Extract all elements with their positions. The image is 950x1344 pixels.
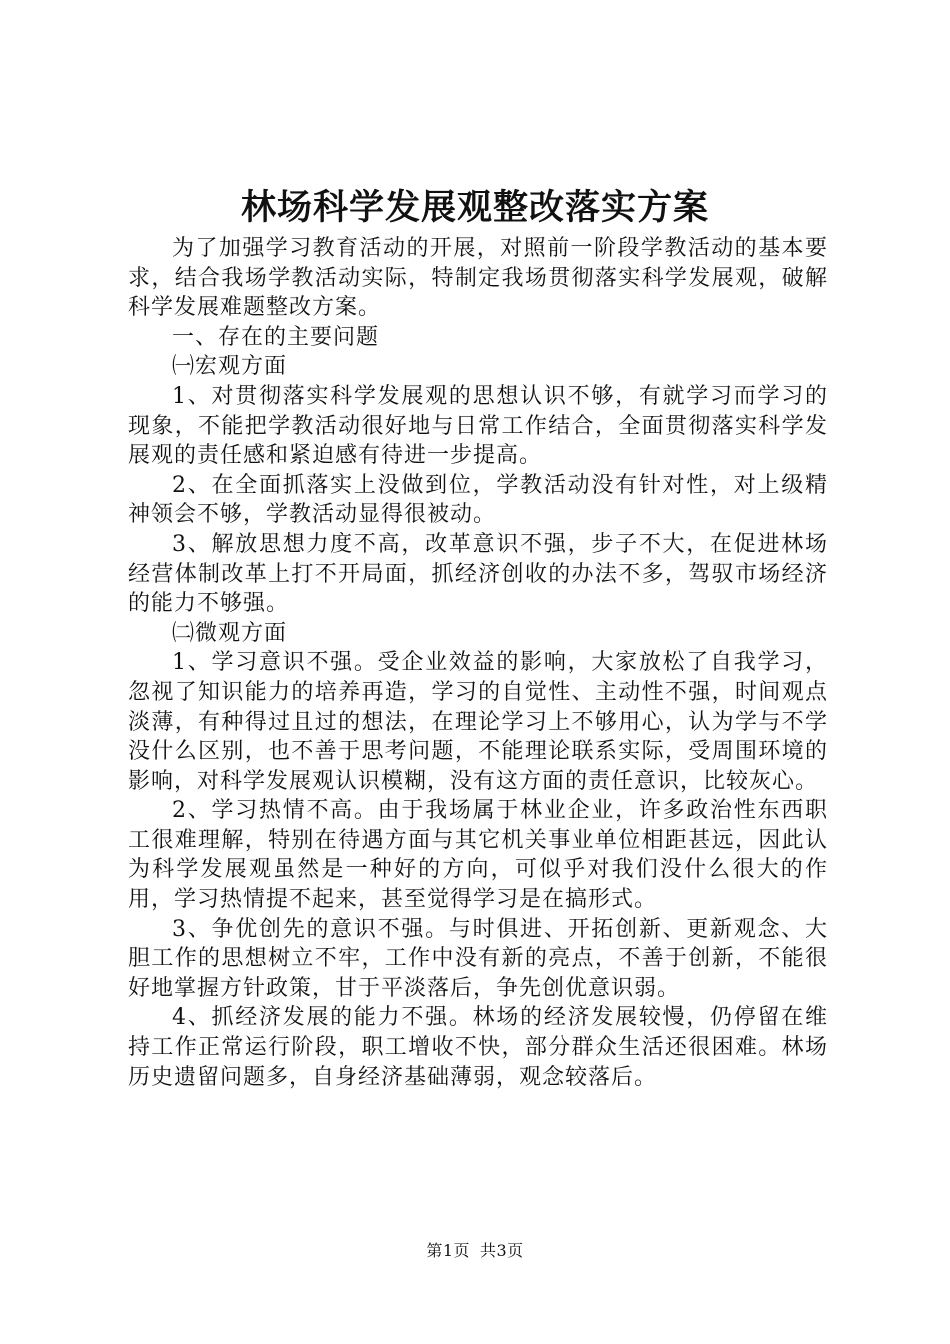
subsection-heading-micro: ㈡微观方面 (172, 620, 288, 646)
macro-item-3: 3、解放思想力度不高，改革意识不强，步子不大，在促进林场经营体制改革上打不开局面，抓经济创收的办法不多，驾驭市场经济的能力不够强。 (128, 531, 828, 617)
intro-paragraph: 为了加强学习教育活动的开展，对照前一阶段学教活动的基本要求，结合我场学教活动实际，特制定我场贯彻落实科学发展观，破解科学发展难题整改方案。 (128, 236, 828, 321)
micro-item-2: 2、学习热情不高。由于我场属于林业企业，许多政治性东西职工很难理解，特别在待遇方面与其它机关事业单位相距甚远，因此认为科学发展观虽然是一种好的方向，可似乎对我们没什么很大的作用，学习热情提不起来，甚至觉得学习是在搞形式。 (128, 798, 828, 913)
micro-item-3: 3、争优创先的意识不强。与时俱进、开拓创新、更新观念、大胆工作的思想树立不牢，工作中没有新的亮点，不善于创新，不能很好地掌握方针政策，甘于平淡落后，争先创优意识弱。 (128, 916, 828, 1001)
document-title: 林场科学发展观整改落实方案 (240, 187, 709, 228)
page-number: 第1页 (426, 1241, 470, 1260)
micro-item-4: 4、抓经济发展的能力不强。林场的经济发展较慢，仍停留在维持工作正常运行阶段，职工增收不快，部分群众生活还很困难。林场历史遗留问题多，自身经济基础薄弱，观念较落后。 (128, 1005, 828, 1090)
macro-item-2: 2、在全面抓落实上没做到位，学教活动没有针对性，对上级精神领会不够，学教活动显得很被动。 (128, 472, 828, 528)
macro-item-1: 1、对贯彻落实科学发展观的思想认识不够，有就学习而学习的现象，不能把学教活动很好地与日常工作结合，全面贯彻落实科学发展观的责任感和紧迫感有待进一步提高。 (128, 383, 828, 469)
subsection-heading-macro: ㈠宏观方面 (172, 354, 288, 380)
page-footer (0, 1241, 950, 1261)
micro-item-1: 1、学习意识不强。受企业效益的影响，大家放松了自我学习，忽视了知识能力的培养再造，学习的自觉性、主动性不强，时间观点淡薄，有种得过且过的想法，在理论学习上不够用心，认为学与不学没什么区别，也不善于思考问题，不能理论联系实际，受周围环境的影响，对科学发展观认识模糊，没有这方面的责任意识，比较灰心。 (128, 650, 828, 794)
page-total: 共3页 (480, 1241, 524, 1260)
document-body (128, 234, 828, 1092)
section-heading-main-problems: 一、存在的主要问题 (172, 324, 380, 350)
